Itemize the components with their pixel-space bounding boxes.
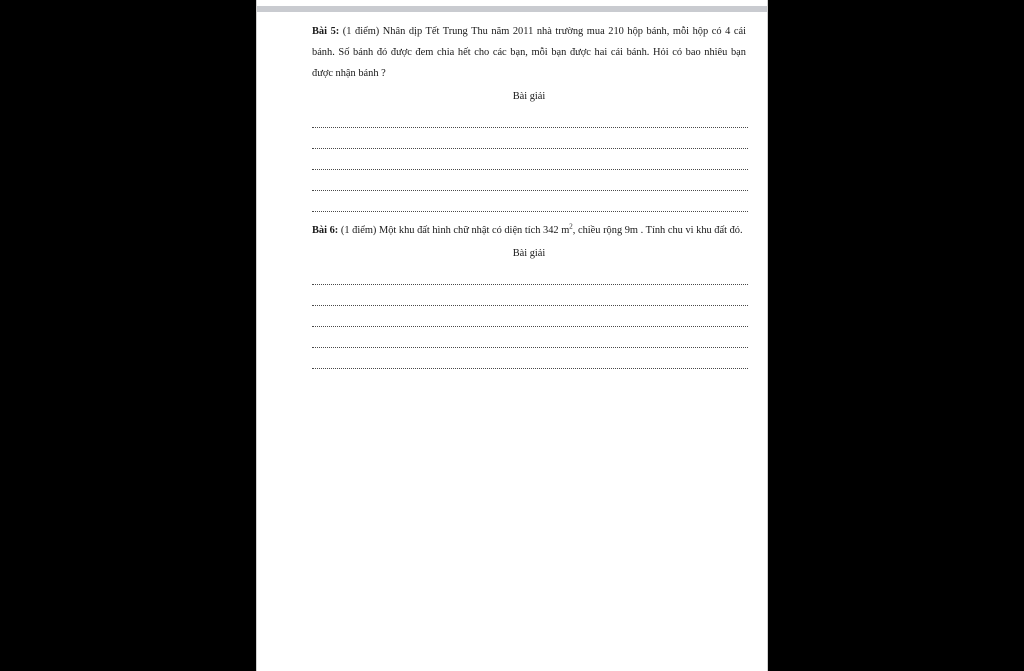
document-page <box>256 0 768 671</box>
problem-5-text <box>312 21 746 84</box>
answer-line <box>312 332 748 348</box>
problem-5-solution-heading: Bài giải <box>512 91 546 102</box>
problem-5-body: (1 điểm) Nhân dịp Tết Trung Thu năm 2011 nhà trường mua 210 hộp bánh, mỗi hộp có 4 cái bánh. Số bánh đó được đem chia hết cho các bạn, mỗi bạn được hai cái bánh. Hỏi có bao nhiêu bạn được nhận bánh ? <box>312 26 746 79</box>
problem-6-label: Bài 6: <box>312 225 339 236</box>
problem-6-text <box>312 220 746 241</box>
problem-6-answer-lines <box>312 269 746 369</box>
answer-line <box>312 290 748 306</box>
answer-line <box>312 353 748 369</box>
answer-line <box>312 196 748 212</box>
problem-5-answer-lines <box>312 112 746 212</box>
problem-6-body-start: (1 điểm) Một khu đất hình chữ nhật có diện tích 342 m <box>338 225 570 236</box>
answer-line <box>312 175 748 191</box>
problem-5-label: Bài 5: <box>312 26 340 37</box>
answer-line <box>312 269 748 285</box>
answer-line <box>312 311 748 327</box>
answer-line <box>312 154 748 170</box>
page-content <box>312 21 746 374</box>
answer-line <box>312 112 748 128</box>
answer-line <box>312 133 748 149</box>
problem-6-solution-heading: Bài giải <box>512 248 546 259</box>
problem-6-superscript: 2 <box>569 222 573 231</box>
problem-6-body-end: , chiều rộng 9m . Tính chu vi khu đất đó. <box>572 225 743 236</box>
page-top-strip <box>257 6 767 12</box>
